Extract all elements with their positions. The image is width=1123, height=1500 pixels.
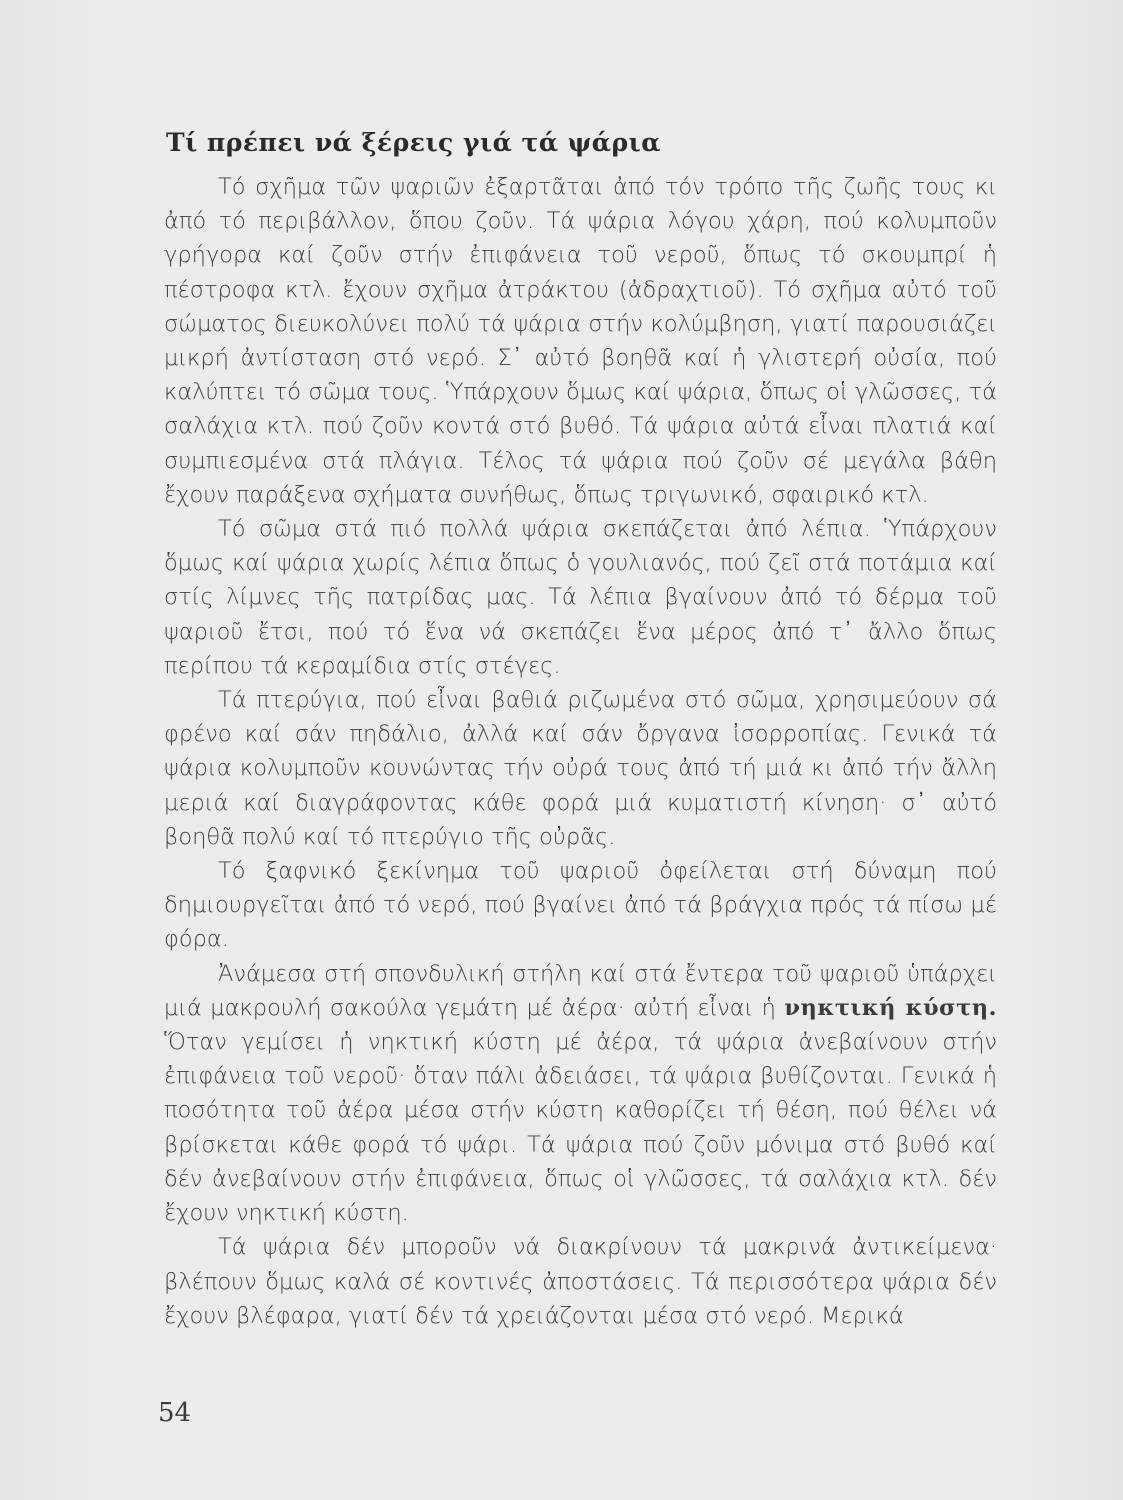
paragraph-scales: Τό σῶμα στά πιό πολλά ψάρια σκεπάζεται ἀπό λέπια. Ὑπάρχουν ὅμως καί ψάρια χωρίς λέπια ὅπως ὁ γουλιανός, πού ζεῖ στά ποτάμια καί στίς λίμνες τῆς πατρίδας μας. Τά λέπια βγαίνουν ἀπό τό δέρμα τοῦ ψαριοῦ ἔτσι, πού τό ἕνα νά σκεπάζει ἕνα μέρος ἀπό τ᾽ ἄλλο ὅπως περίπου τά κεραμίδια στίς στέγες. — [164, 516, 997, 679]
paragraph-fish-shape: Τό σχῆμα τῶν ψαριῶν ἐξαρτᾶται ἀπό τόν τρόπο τῆς ζωῆς τους κι ἀπό τό περιβάλλον, ὅπου ζοῦν. Τά ψάρια λόγου χάρη, πού κολυμποῦν γρήγορα καί ζοῦν στήν ἐπιφάνεια τοῦ νεροῦ, ὅπως τό σκουμπρί ἡ πέστροφα κτλ. ἔχουν σχῆμα ἀτράκτου (ἀδραχτιοῦ). Τό σχῆμα αὐτό τοῦ σώματος διευκολύνει πολύ τά ψάρια στήν κολύμβηση, γιατί παρουσιάζει μικρή ἀντίσταση στό νερό. Σ᾽ αὐτό βοηθᾶ καί ἡ γλιστερή οὐσία, πού καλύπτει τό σῶμα τους. Ὑπάρχουν ὅμως καί ψάρια, ὅπως οἱ γλῶσσες, τά σαλάχια κτλ. πού ζοῦν κοντά στό βυθό. Τά ψάρια αὐτά εἶναι πλατιά καί συμπιεσμένα στά πλάγια. Τέλος τά ψάρια πού ζοῦν σέ μεγάλα βάθη ἔχουν παράξενα σχήματα συνήθως, ὅπως τριγωνικό, σφαιρικό κτλ. — [164, 174, 997, 508]
paragraph-vision: Τά ψάρια δέν μποροῦν νά διακρίνουν τά μακρινά ἀντικείμενα· βλέπουν ὅμως καλά σέ κοντινές ἀποστάσεις. Τά περισσότερα ψάρια δέν ἔχουν βλέφαρα, γιατί δέν τά χρειάζονται μέσα στό νερό. Μερικά — [164, 1234, 997, 1329]
body-text — [164, 170, 997, 1333]
paragraph-fins: Τά πτερύγια, πού εἶναι βαθιά ριζωμένα στό σῶμα, χρησιμεύουν σά φρένο καί σάν πηδάλιο, ἀλλά καί σάν ὄργανα ἰσορροπίας. Γενικά τά ψάρια κολυμποῦν κουνώντας τήν οὐρά τους ἀπό τή μιά κι ἀπό τήν ἄλλη μεριά καί διαγράφοντας κάθε φορά μιά κυματιστή κίνηση· σ᾽ αὐτό βοηθᾶ πολύ καί τό πτερύγιο τῆς οὐρᾶς. — [164, 687, 997, 850]
paragraph-swim-bladder — [164, 957, 997, 1231]
paragraph-sudden-start: Τό ξαφνικό ξεκίνημα τοῦ ψαριοῦ ὀφείλεται στή δύναμη πού δημιουργεῖται ἀπό τό νερό, πού βγαίνει ἀπό τά βράγχια πρός τά πίσω μέ φόρα. — [164, 858, 997, 953]
section-heading: Τί πρέπει νά ξέρεις γιά τά ψάρια — [166, 128, 662, 157]
swim-bladder-text-after: Ὅταν γεμίσει ἡ νηκτική κύστη μέ ἀέρα, τά ψάρια ἀνεβαίνουν στήν ἐπιφάνεια τοῦ νεροῦ· ὅταν πάλι ἀδειάσει, τά ψάρια βυθίζονται. Γενικά ἡ ποσότητα τοῦ ἀέρα μέσα στήν κύστη καθορίζει τή θέση, πού θέλει νά βρίσκεται κάθε φορά τό ψάρι. Τά ψάρια πού ζοῦν μόνιμα στό βυθό καί δέν ἀνεβαίνουν στήν ἐπιφάνεια, ὅπως οἱ γλῶσσες, τά σαλάχια κτλ. δέν ἔχουν νηκτική κύστη. — [164, 1029, 997, 1227]
swim-bladder-text-before: Ἀνάμεσα στή σπονδυλική στήλη καί στά ἔντερα τοῦ ψαριοῦ ὑπάρχει μιά μακρουλή σακούλα γεμάτη μέ ἀέρα· αὐτή εἶναι ἡ — [164, 960, 997, 1021]
swim-bladder-term: νηκτική κύστη. — [784, 994, 997, 1021]
page-number: 54 — [158, 1398, 192, 1428]
